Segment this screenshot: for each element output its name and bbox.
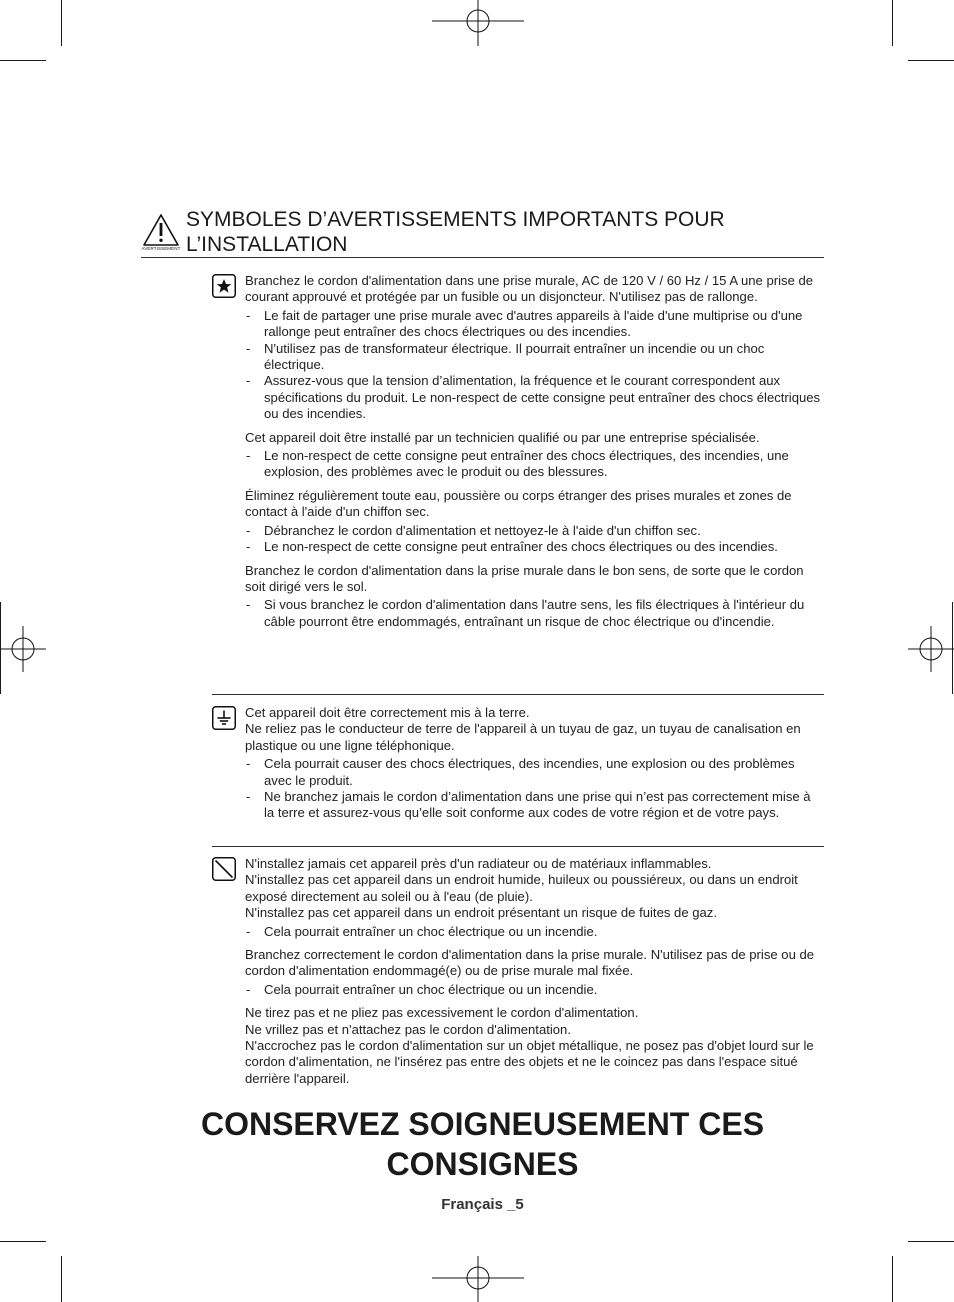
list-item: - Le non-respect de cette consigne peut entraîner des chocs électriques, des incendies, une explosion, des problèmes avec le produit ou des blessures. [245, 448, 824, 481]
crop-mark [908, 1241, 954, 1242]
instruction-group [245, 273, 824, 423]
instruction-text: Cet appareil doit être installé par un technicien qualifié ou par une entreprise spécialisée. [245, 429, 760, 445]
instruction-group [245, 430, 824, 481]
crop-mark [892, 1256, 893, 1302]
list-item: - Ne branchez jamais le cordon d’alimentation dans une prise qui n’est pas correctement mise à la terre et assurez-vous qu’elle soit conforme aux codes de votre région et de votre pays. [245, 789, 824, 822]
instruction-text: N'accrochez pas le cordon d'alimentation sur un objet métallique, ne posez pas d'objet lourd sur le cordon d'alimentation, ne l'insérez pas entre des objets et ne le coincez pas dans l'espace situé derrière l'appareil. [245, 1038, 814, 1086]
instruction-group [245, 1005, 824, 1087]
crop-mark [892, 0, 893, 46]
crop-mark [61, 0, 62, 46]
crop-mark [0, 1241, 46, 1242]
instruction-text: Branchez le cordon d'alimentation dans la prise murale dans le bon sens, de sorte que le cordon soit dirigé vers le sol. [245, 562, 804, 594]
ground-icon [212, 706, 236, 730]
instruction-text: Cet appareil doit être correctement mis à la terre. [245, 705, 530, 720]
registration-mark-icon [908, 626, 954, 672]
list-item: - N'utilisez pas de transformateur électrique. Il pourrait entraîner un incendie ou un choc électrique. [245, 341, 824, 374]
list-item: - Le non-respect de cette consigne peut entraîner des chocs électriques ou des incendies. [245, 539, 824, 555]
page-title [186, 207, 824, 257]
instruction-text: Branchez correctement le cordon d'alimentation dans la prise murale. N'utilisez pas de prise ou de cordon d'alimentation endommagé(e) ou de prise murale mal fixée. [245, 947, 815, 979]
crop-mark [908, 60, 954, 61]
list-item: - Débranchez le cordon d'alimentation et nettoyez-le à l'aide d'un chiffon sec. [245, 523, 824, 539]
instruction-block-star [212, 273, 824, 630]
registration-mark-icon [0, 626, 46, 672]
title-line: L’INSTALLATION [186, 233, 348, 256]
crop-mark [61, 1256, 62, 1302]
crop-mark [0, 60, 46, 61]
star-icon [212, 274, 236, 298]
instruction-text: Ne reliez pas le conducteur de terre de l'appareil à un tuyau de gaz, un tuyau de canalisation en plastique ou une ligne téléphonique. [245, 721, 801, 753]
instruction-text: Ne tirez pas et ne pliez pas excessivement le cordon d'alimentation. [245, 1005, 639, 1021]
sub-list [245, 448, 824, 481]
list-item: - Assurez-vous que la tension d’alimentation, la fréquence et le courant correspondent aux spécifications du produit. Le non-respect de cette consigne peut entraîner des chocs électriques ou des incendies. [245, 373, 824, 422]
sub-list [245, 982, 824, 998]
keep-instructions-heading [141, 1104, 824, 1184]
sub-list [245, 308, 824, 423]
instruction-text: Éliminez régulièrement toute eau, poussière ou corps étranger des prises murales et zones de contact à l'aide d'un chiffon sec. [245, 487, 792, 520]
instruction-group [245, 947, 824, 998]
title-line: SYMBOLES D’AVERTISSEMENTS IMPORTANTS POUR [186, 208, 725, 231]
instruction-text: Branchez le cordon d'alimentation dans une prise murale, AC de 120 V / 60 Hz / 15 A une prise de courant approuvé et protégée par un fusible ou un disjoncteur. N'utilisez pas de rallonge. [245, 273, 814, 305]
instruction-group [245, 705, 824, 822]
heading-line: CONSERVEZ SOIGNEUSEMENT CES [200, 1106, 765, 1142]
instruction-group [245, 488, 824, 556]
list-item: - Cela pourrait entraîner un choc électrique ou un incendie. [245, 982, 824, 998]
instruction-group [245, 563, 824, 631]
title-divider [141, 257, 824, 258]
page-number: Français _5 [441, 1196, 524, 1213]
prohibited-icon [212, 857, 236, 881]
sub-list [245, 756, 824, 822]
warning-triangle-icon [141, 212, 181, 260]
warning-caption: AVERTISSEMENT [141, 246, 181, 251]
list-item: - Le fait de partager une prise murale avec d'autres appareils à l'aide d'une multiprise ou d'une rallonge peut entraîner des chocs électriques ou des incendies. [245, 308, 824, 341]
registration-mark-icon [432, 1256, 524, 1302]
instruction-block-prohibited [212, 856, 824, 1087]
heading-line: CONSIGNES [386, 1146, 579, 1182]
instruction-text: N'installez pas cet appareil dans un endroit présentant un risque de fuites de gaz. [245, 905, 717, 921]
instruction-group [245, 856, 824, 940]
registration-mark-icon [432, 0, 524, 46]
section-divider [212, 846, 824, 847]
instruction-block-ground [212, 705, 824, 822]
list-item: - Cela pourrait entraîner un choc électrique ou un incendie. [245, 924, 824, 940]
list-item: - Cela pourrait causer des chocs électriques, des incendies, une explosion ou des problèmes avec le produit. [245, 756, 824, 789]
sub-list [245, 523, 824, 556]
instruction-text: N'installez jamais cet appareil près d'un radiateur ou de matériaux inflammables. [245, 856, 712, 871]
instruction-text: Ne vrillez pas et n'attachez pas le cordon d'alimentation. [245, 1021, 571, 1037]
sub-list [245, 924, 824, 940]
list-item: - Si vous branchez le cordon d'alimentation dans l'autre sens, les fils électriques à l'intérieur du câble pourront être endommagés, entraînant un risque de choc électrique ou d'incendie. [245, 597, 824, 630]
section-header [141, 207, 824, 257]
sub-list [245, 597, 824, 630]
section-divider [212, 694, 824, 695]
instruction-text: N'installez pas cet appareil dans un endroit humide, huileux ou poussiéreux, ou dans un endroit exposé directement au soleil ou à l'eau (de pluie). [245, 872, 798, 904]
